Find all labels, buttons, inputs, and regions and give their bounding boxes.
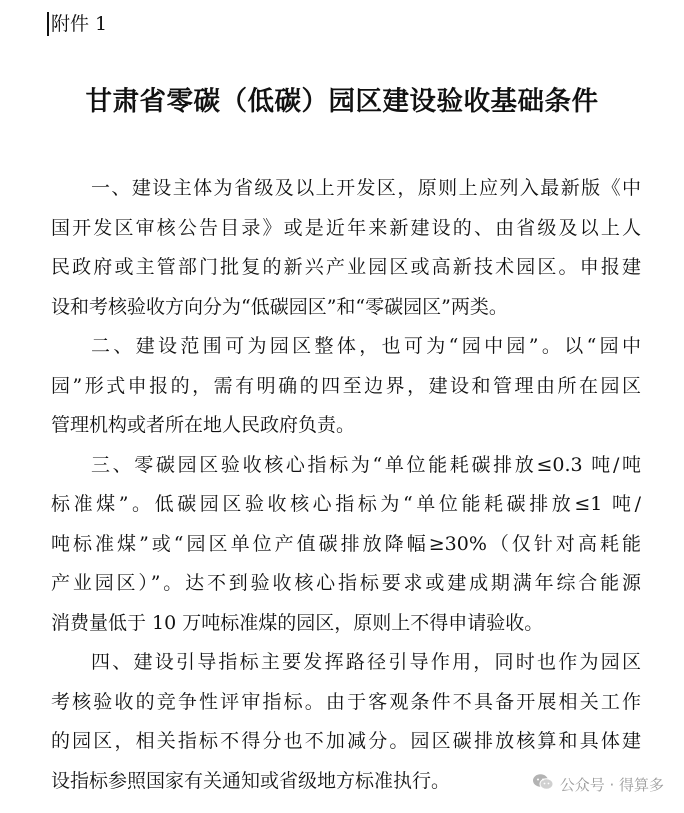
text-cursor	[47, 12, 49, 36]
paragraph-line: 园”形式申报的，需有明确的四至边界，建设和管理由所在园区	[51, 374, 641, 397]
paragraph-line: 四、建设引导指标主要发挥路径引导作用，同时也作为园区	[91, 651, 641, 673]
paragraph-line: 三、零碳园区验收核心指标为“单位能耗碳排放≤0.3 吨/吨	[91, 453, 641, 476]
paragraph-line: 设指标参照国家有关通知或省级地方标准执行。	[51, 769, 451, 792]
watermark-text: 公众号 · 得算多	[559, 775, 664, 794]
paragraph-3	[51, 446, 641, 644]
paragraph-line: 国开发区审核公告目录》或是近年来新建设的、由省级及以上人	[51, 216, 641, 239]
paragraph-line: 考核验收的竞争性评审指标。由于客观条件不具备开展相关工作	[51, 690, 641, 713]
paragraph-line: 的园区，相关指标不得分也不加减分。园区碳排放核算和具体建	[51, 730, 641, 752]
paragraph-2	[51, 327, 641, 446]
paragraph-line: 产业园区）”。达不到验收核心指标要求或建成期满年综合能源	[51, 572, 641, 594]
paragraph-line: 管理机构或者所在地人民政府负责。	[51, 414, 356, 436]
paragraph-line: 标准煤”。低碳园区验收核心指标为“单位能耗碳排放≤1 吨/	[51, 493, 641, 515]
wechat-icon	[532, 773, 554, 795]
watermark	[532, 773, 664, 795]
attachment-label: 附件 1	[51, 13, 108, 35]
page-title: 甘肃省零碳（低碳）园区建设验收基础条件	[85, 86, 599, 117]
paragraph-line: 设和考核验收方向分为“低碳园区”和“零碳园区”两类。	[51, 295, 508, 318]
paragraph-line: 民政府或主管部门批复的新兴产业园区或高新技术园区。申报建	[51, 256, 641, 278]
paragraph-line: 二、建设范围可为园区整体，也可为“园中园”。以“园中	[91, 335, 641, 357]
paragraph-line: 吨标准煤”或“园区单位产值碳排放降幅≥30%（仅针对高耗能	[51, 532, 641, 555]
paragraph-1	[51, 169, 641, 327]
paragraph-line: 一、建设主体为省级及以上开发区，原则上应列入最新版《中	[91, 177, 641, 199]
paragraph-line: 消费量低于 10 万吨标准煤的园区，原则上不得申请验收。	[51, 611, 544, 634]
document-body	[51, 169, 641, 801]
